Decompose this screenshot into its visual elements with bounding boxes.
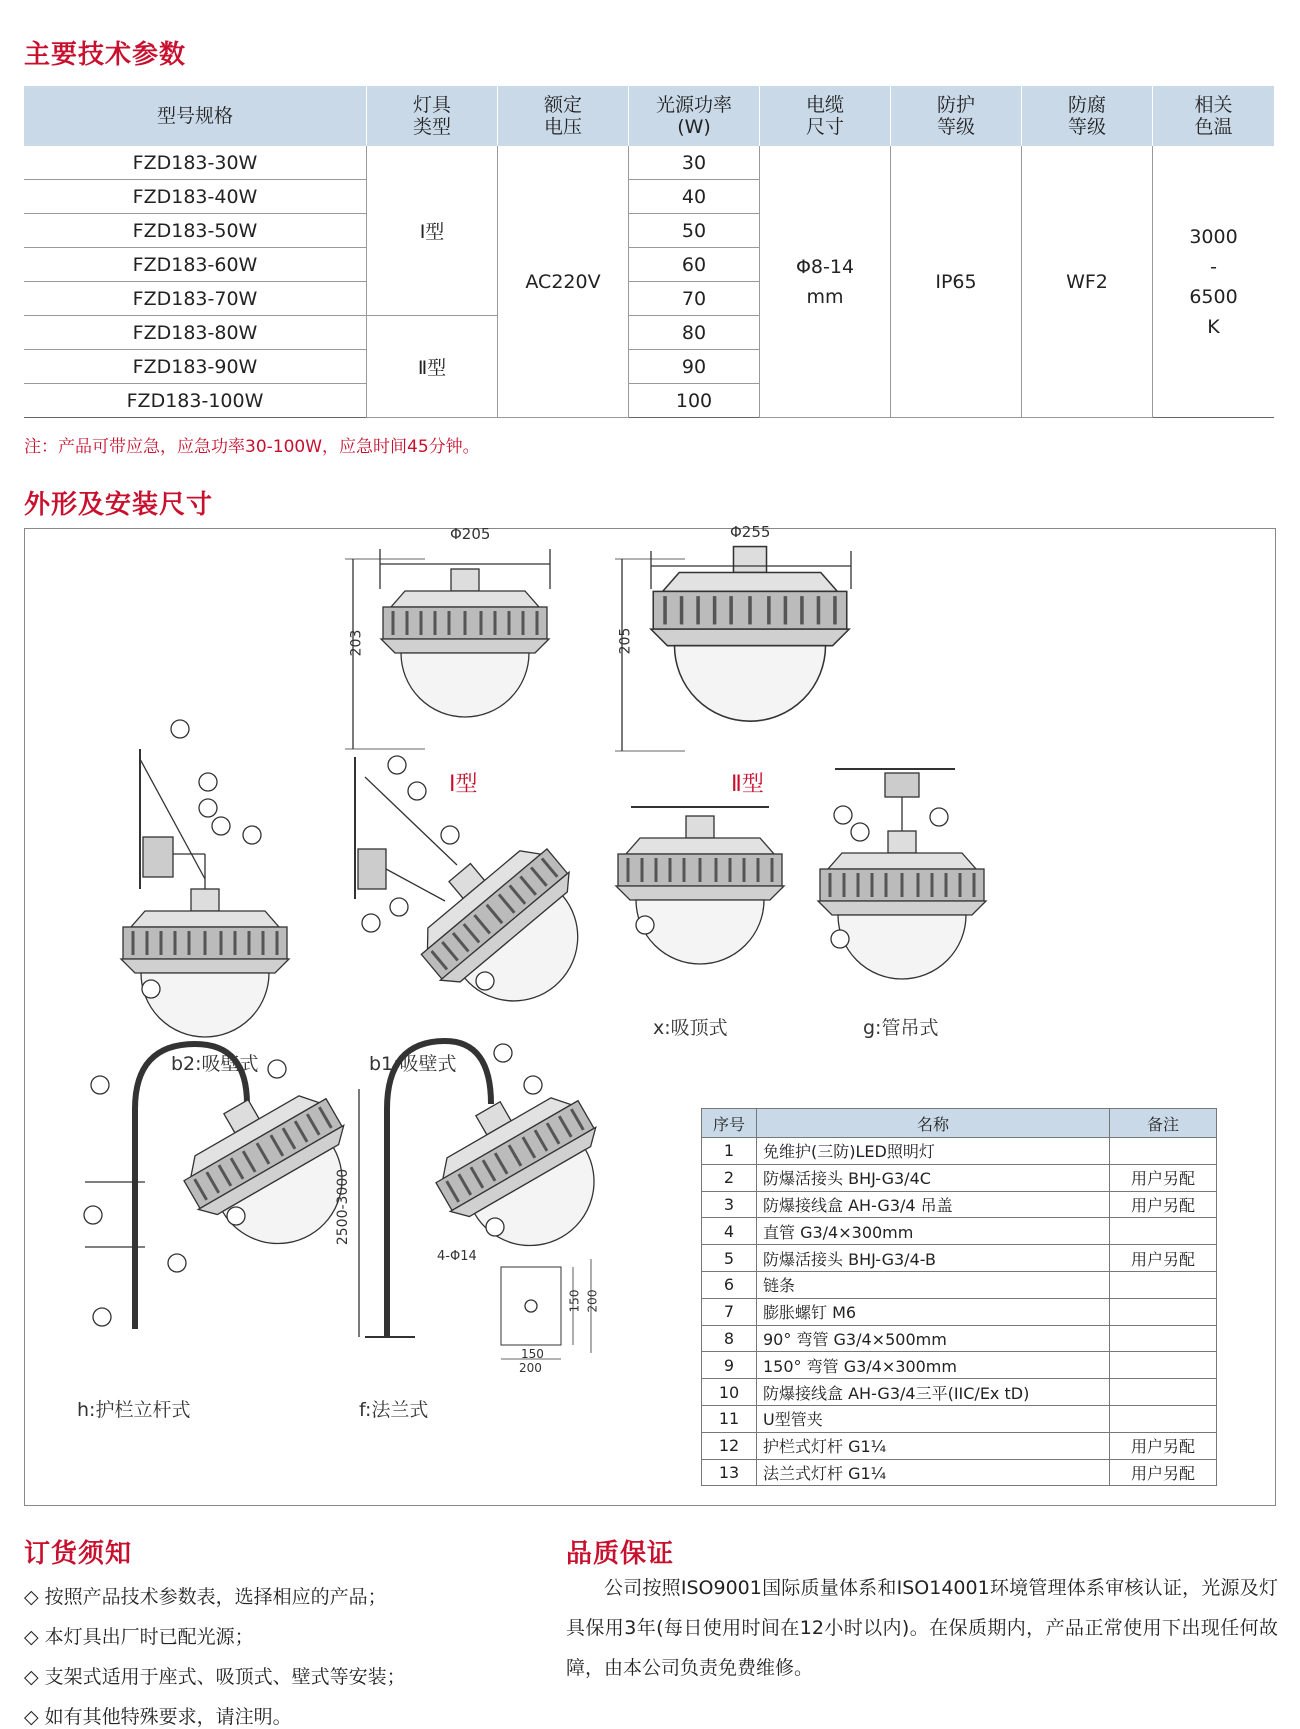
parts-cell-name: 直管 G3/4×300mm <box>757 1218 1110 1245</box>
parts-cell-no: 12 <box>702 1432 757 1459</box>
parts-row <box>702 1379 1217 1406</box>
spec-header-wf: 防腐 等级 <box>1022 86 1153 146</box>
parts-row <box>702 1138 1217 1165</box>
parts-row <box>702 1459 1217 1486</box>
spec-type-1: Ⅰ型 <box>367 146 498 316</box>
parts-cell-remark: 用户另配 <box>1110 1459 1217 1486</box>
parts-cell-name: 免维护(三防)LED照明灯 <box>757 1138 1110 1165</box>
spec-voltage: AC220V <box>498 146 629 418</box>
parts-cell-no: 7 <box>702 1298 757 1325</box>
parts-cell-remark <box>1110 1271 1217 1298</box>
spec-header-cable: 电缆 尺寸 <box>760 86 891 146</box>
parts-cell-no: 9 <box>702 1352 757 1379</box>
spec-model: FZD183-70W <box>24 282 367 316</box>
parts-row <box>702 1405 1217 1432</box>
dim-203: 203 <box>348 629 365 657</box>
spec-ip: IP65 <box>891 146 1022 418</box>
order-item: ◇ 本灯具出厂时已配光源； <box>24 1626 254 1648</box>
parts-cell-remark <box>1110 1218 1217 1245</box>
parts-row <box>702 1325 1217 1352</box>
parts-cell-remark: 用户另配 <box>1110 1164 1217 1191</box>
parts-cell-no: 1 <box>702 1138 757 1165</box>
parts-cell-remark <box>1110 1298 1217 1325</box>
caption-x: x:吸顶式 <box>653 1017 728 1039</box>
spec-model: FZD183-100W <box>24 384 367 418</box>
caption-f: f:法兰式 <box>359 1399 429 1421</box>
section-title-order: 订货须知 <box>24 1539 133 1569</box>
order-item: ◇ 支架式适用于座式、吸顶式、壁式等安装； <box>24 1666 406 1688</box>
spec-power: 90 <box>629 350 760 384</box>
dim-phi205: Φ205 <box>450 525 491 543</box>
caption-b1: b1:吸壁式 <box>369 1053 457 1075</box>
parts-row <box>702 1164 1217 1191</box>
order-item: ◇ 如有其他特殊要求，请注明。 <box>24 1706 292 1728</box>
caption-h: h:护栏立杆式 <box>77 1399 191 1421</box>
parts-row <box>702 1218 1217 1245</box>
dim-200-h: 200 <box>519 1361 542 1375</box>
parts-cell-no: 8 <box>702 1325 757 1352</box>
spec-header-model: 型号规格 <box>24 86 367 146</box>
parts-cell-remark <box>1110 1405 1217 1432</box>
spec-model: FZD183-40W <box>24 180 367 214</box>
parts-row <box>702 1245 1217 1272</box>
spec-power: 100 <box>629 384 760 418</box>
label-type2: Ⅱ型 <box>731 772 764 797</box>
parts-cell-name: 防爆接线盒 AH-G3/4 吊盖 <box>757 1191 1110 1218</box>
parts-cell-name: 90° 弯管 G3/4×500mm <box>757 1325 1110 1352</box>
spec-note: 注：产品可带应急，应急功率30-100W，应急时间45分钟。 <box>24 437 480 457</box>
spec-table <box>24 86 1274 418</box>
parts-cell-remark <box>1110 1138 1217 1165</box>
parts-cell-no: 2 <box>702 1164 757 1191</box>
parts-cell-remark <box>1110 1352 1217 1379</box>
dim-150-h: 150 <box>521 1347 544 1361</box>
parts-cell-remark <box>1110 1379 1217 1406</box>
parts-cell-name: 150° 弯管 G3/4×300mm <box>757 1352 1110 1379</box>
order-item: ◇ 按照产品技术参数表，选择相应的产品； <box>24 1586 387 1608</box>
caption-g: g:管吊式 <box>863 1017 939 1039</box>
spec-type-2: Ⅱ型 <box>367 316 498 418</box>
dim-4phi14: 4-Φ14 <box>437 1249 477 1264</box>
parts-cell-name: U型管夹 <box>757 1405 1110 1432</box>
spec-header-voltage: 额定 电压 <box>498 86 629 146</box>
spec-cable: Φ8-14 mm <box>760 146 891 418</box>
spec-header-power: 光源功率 (W) <box>629 86 760 146</box>
spec-power: 80 <box>629 316 760 350</box>
parts-cell-remark <box>1110 1325 1217 1352</box>
spec-model: FZD183-60W <box>24 248 367 282</box>
section-title-quality: 品质保证 <box>566 1539 675 1569</box>
parts-table <box>701 1108 1217 1486</box>
parts-header-name: 名称 <box>757 1109 1110 1138</box>
spec-header-temp: 相关 色温 <box>1153 86 1275 146</box>
parts-cell-no: 5 <box>702 1245 757 1272</box>
spec-temp: 3000 - 6500 K <box>1153 146 1275 418</box>
parts-cell-name: 链条 <box>757 1271 1110 1298</box>
spec-model: FZD183-90W <box>24 350 367 384</box>
parts-row <box>702 1298 1217 1325</box>
lamp-type1-drawing <box>381 569 549 717</box>
spec-header-type: 灯具 类型 <box>367 86 498 146</box>
spec-model: FZD183-80W <box>24 316 367 350</box>
lamp-type2-drawing <box>651 547 849 722</box>
parts-cell-no: 3 <box>702 1191 757 1218</box>
spec-header-ip: 防护 等级 <box>891 86 1022 146</box>
dim-phi255: Φ255 <box>730 523 771 541</box>
parts-cell-no: 11 <box>702 1405 757 1432</box>
spec-model: FZD183-30W <box>24 146 367 180</box>
parts-cell-no: 6 <box>702 1271 757 1298</box>
parts-cell-name: 法兰式灯杆 G1¼ <box>757 1459 1110 1486</box>
parts-cell-no: 10 <box>702 1379 757 1406</box>
dim-150-v: 150 <box>567 1289 582 1313</box>
parts-header-remark: 备注 <box>1110 1109 1217 1138</box>
parts-cell-remark: 用户另配 <box>1110 1191 1217 1218</box>
parts-cell-no: 4 <box>702 1218 757 1245</box>
parts-cell-name: 护栏式灯杆 G1¼ <box>757 1432 1110 1459</box>
spec-power: 50 <box>629 214 760 248</box>
parts-cell-remark: 用户另配 <box>1110 1245 1217 1272</box>
parts-row <box>702 1432 1217 1459</box>
spec-power: 30 <box>629 146 760 180</box>
label-type1: Ⅰ型 <box>449 772 478 797</box>
parts-row <box>702 1191 1217 1218</box>
spec-power: 70 <box>629 282 760 316</box>
section-title-dimensions: 外形及安装尺寸 <box>24 490 214 520</box>
dim-205: 205 <box>617 627 634 655</box>
quality-text: 公司按照ISO9001国际质量体系和ISO14001环境管理体系审核认证，光源及灯具保用3年(每日使用时间在12小时以内)。在保质期内，产品正常使用下出现任何故障，由本公司负责免费维修。 <box>566 1577 1278 1679</box>
section-title-specs: 主要技术参数 <box>24 40 187 70</box>
dim-200-v: 200 <box>585 1289 600 1313</box>
parts-cell-remark: 用户另配 <box>1110 1432 1217 1459</box>
parts-row <box>702 1271 1217 1298</box>
dim-2500: 2500-3000 <box>335 1168 352 1246</box>
parts-header-no: 序号 <box>702 1109 757 1138</box>
parts-cell-name: 防爆活接头 BHJ-G3/4C <box>757 1164 1110 1191</box>
parts-row <box>702 1352 1217 1379</box>
caption-b2: b2:吸壁式 <box>171 1053 259 1075</box>
spec-power: 60 <box>629 248 760 282</box>
parts-cell-name: 防爆接线盒 AH-G3/4三平(IIC/Ex tD) <box>757 1379 1110 1406</box>
parts-cell-name: 防爆活接头 BHJ-G3/4-B <box>757 1245 1110 1272</box>
parts-cell-no: 13 <box>702 1459 757 1486</box>
parts-cell-name: 膨胀螺钉 M6 <box>757 1298 1110 1325</box>
spec-power: 40 <box>629 180 760 214</box>
spec-wf: WF2 <box>1022 146 1153 418</box>
spec-model: FZD183-50W <box>24 214 367 248</box>
